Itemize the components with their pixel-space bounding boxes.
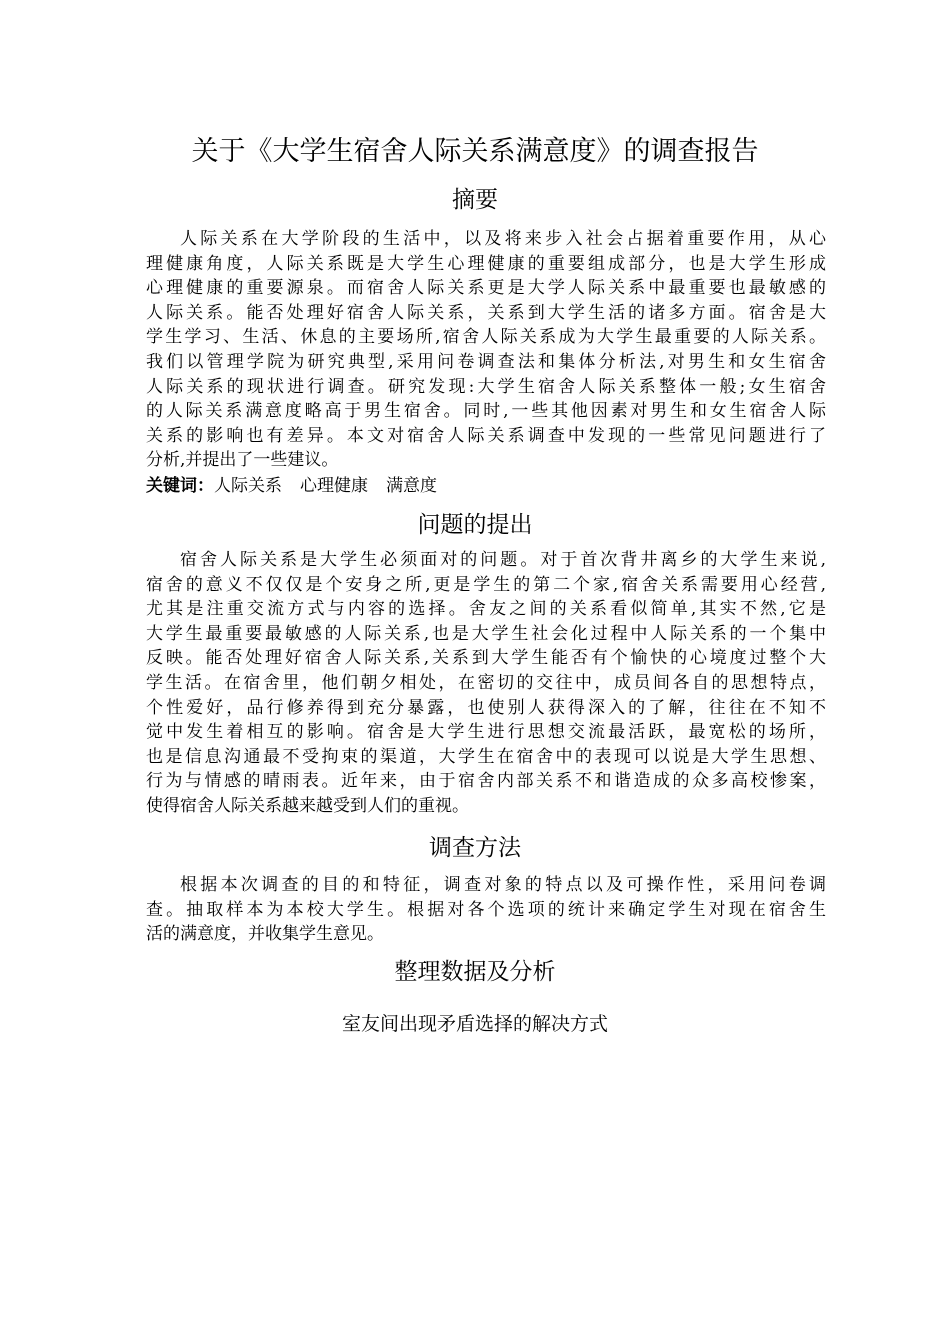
problem-line: 学生活。在宿舍里，他们朝夕相处，在密切的交往中，成员间各自的思想特点，	[146, 672, 826, 693]
abstract-line: 人际关系在大学阶段的生活中，以及将来步入社会占据着重要作用，从心	[180, 229, 826, 249]
method-paragraph	[146, 873, 826, 947]
report-title: 关于《大学生宿舍人际关系满意度》的调查报告	[191, 136, 759, 167]
method-heading: 调查方法	[429, 835, 521, 861]
abstract-line: 心理健康的重要源泉。而宿舍人际关系更是大学人际关系中最重要也最敏感的	[146, 278, 826, 299]
keywords-line	[146, 474, 437, 498]
problem-line: 觉中发生着相互的影响。宿舍是大学生进行思想交流最活跃，最宽松的场所，	[146, 722, 826, 743]
abstract-line: 学生学习、生活、休息的主要场所,宿舍人际关系成为大学生最重要的人际关系。	[146, 327, 826, 348]
problem-line: 宿舍的意义不仅仅是个安身之所,更是学生的第二个家,宿舍关系需要用心经营,	[146, 574, 826, 595]
problem-line: 使得宿舍人际关系越来越受到人们的重视。	[146, 795, 469, 816]
problem-paragraph	[146, 548, 826, 819]
problem-line: 反映。能否处理好宿舍人际关系,关系到大学生能否有个愉快的心境度过整个大	[146, 648, 826, 669]
abstract-heading: 摘要	[452, 187, 498, 213]
analysis-subheading: 室友间出现矛盾选择的解决方式	[341, 1013, 608, 1035]
abstract-line: 人际关系。能否处理好宿舍人际关系，关系到大学生活的诸多方面。宿舍是大	[146, 302, 826, 323]
problem-line: 行为与情感的晴雨表。近年来，由于宿舍内部关系不和谐造成的众多高校惨案，	[146, 771, 826, 792]
abstract-paragraph	[146, 227, 826, 473]
keyword-term: 人际关系	[214, 476, 282, 496]
keyword-term: 满意度	[386, 476, 437, 496]
abstract-line: 分析,并提出了一些建议。	[146, 450, 339, 471]
abstract-line: 理健康角度，人际关系既是大学生心理健康的重要组成部分，也是大学生形成	[146, 253, 826, 274]
method-line: 查。抽取样本为本校大学生。根据对各个选项的统计来确定学生对现在宿舍生	[146, 899, 826, 920]
abstract-line: 关系的影响也有差异。本文对宿舍人际关系调查中发现的一些常见问题进行了	[146, 425, 826, 446]
abstract-line: 我们以管理学院为研究典型,采用问卷调查法和集体分析法,对男生和女生宿舍	[146, 351, 826, 372]
method-line: 活的满意度，并收集学生意见。	[146, 924, 384, 945]
method-line: 根据本次调查的目的和特征，调查对象的特点以及可操作性，采用问卷调	[180, 875, 826, 895]
problem-line: 也是信息沟通最不受拘束的渠道，大学生在宿舍中的表现可以说是大学生思想、	[146, 746, 826, 767]
problem-line: 个性爱好，品行修养得到充分暴露，也使别人获得深入的了解，往往在不知不	[146, 697, 826, 718]
problem-heading: 问题的提出	[417, 512, 533, 538]
problem-line: 宿舍人际关系是大学生必须面对的问题。对于首次背井离乡的大学生来说,	[180, 550, 826, 570]
abstract-line: 的人际关系满意度略高于男生宿舍。同时,一些其他因素对男生和女生宿舍人际	[146, 401, 826, 422]
problem-line: 大学生最重要最敏感的人际关系,也是大学生社会化过程中人际关系的一个集中	[146, 623, 826, 644]
abstract-line: 人际关系的现状进行调查。研究发现:大学生宿舍人际关系整体一般;女生宿舍	[146, 376, 826, 397]
keyword-term: 心理健康	[300, 476, 368, 496]
analysis-heading: 整理数据及分析	[394, 959, 556, 985]
keywords-label: 关键词：	[146, 476, 214, 496]
problem-line: 尤其是注重交流方式与内容的选择。舍友之间的关系看似简单,其实不然,它是	[146, 599, 826, 620]
